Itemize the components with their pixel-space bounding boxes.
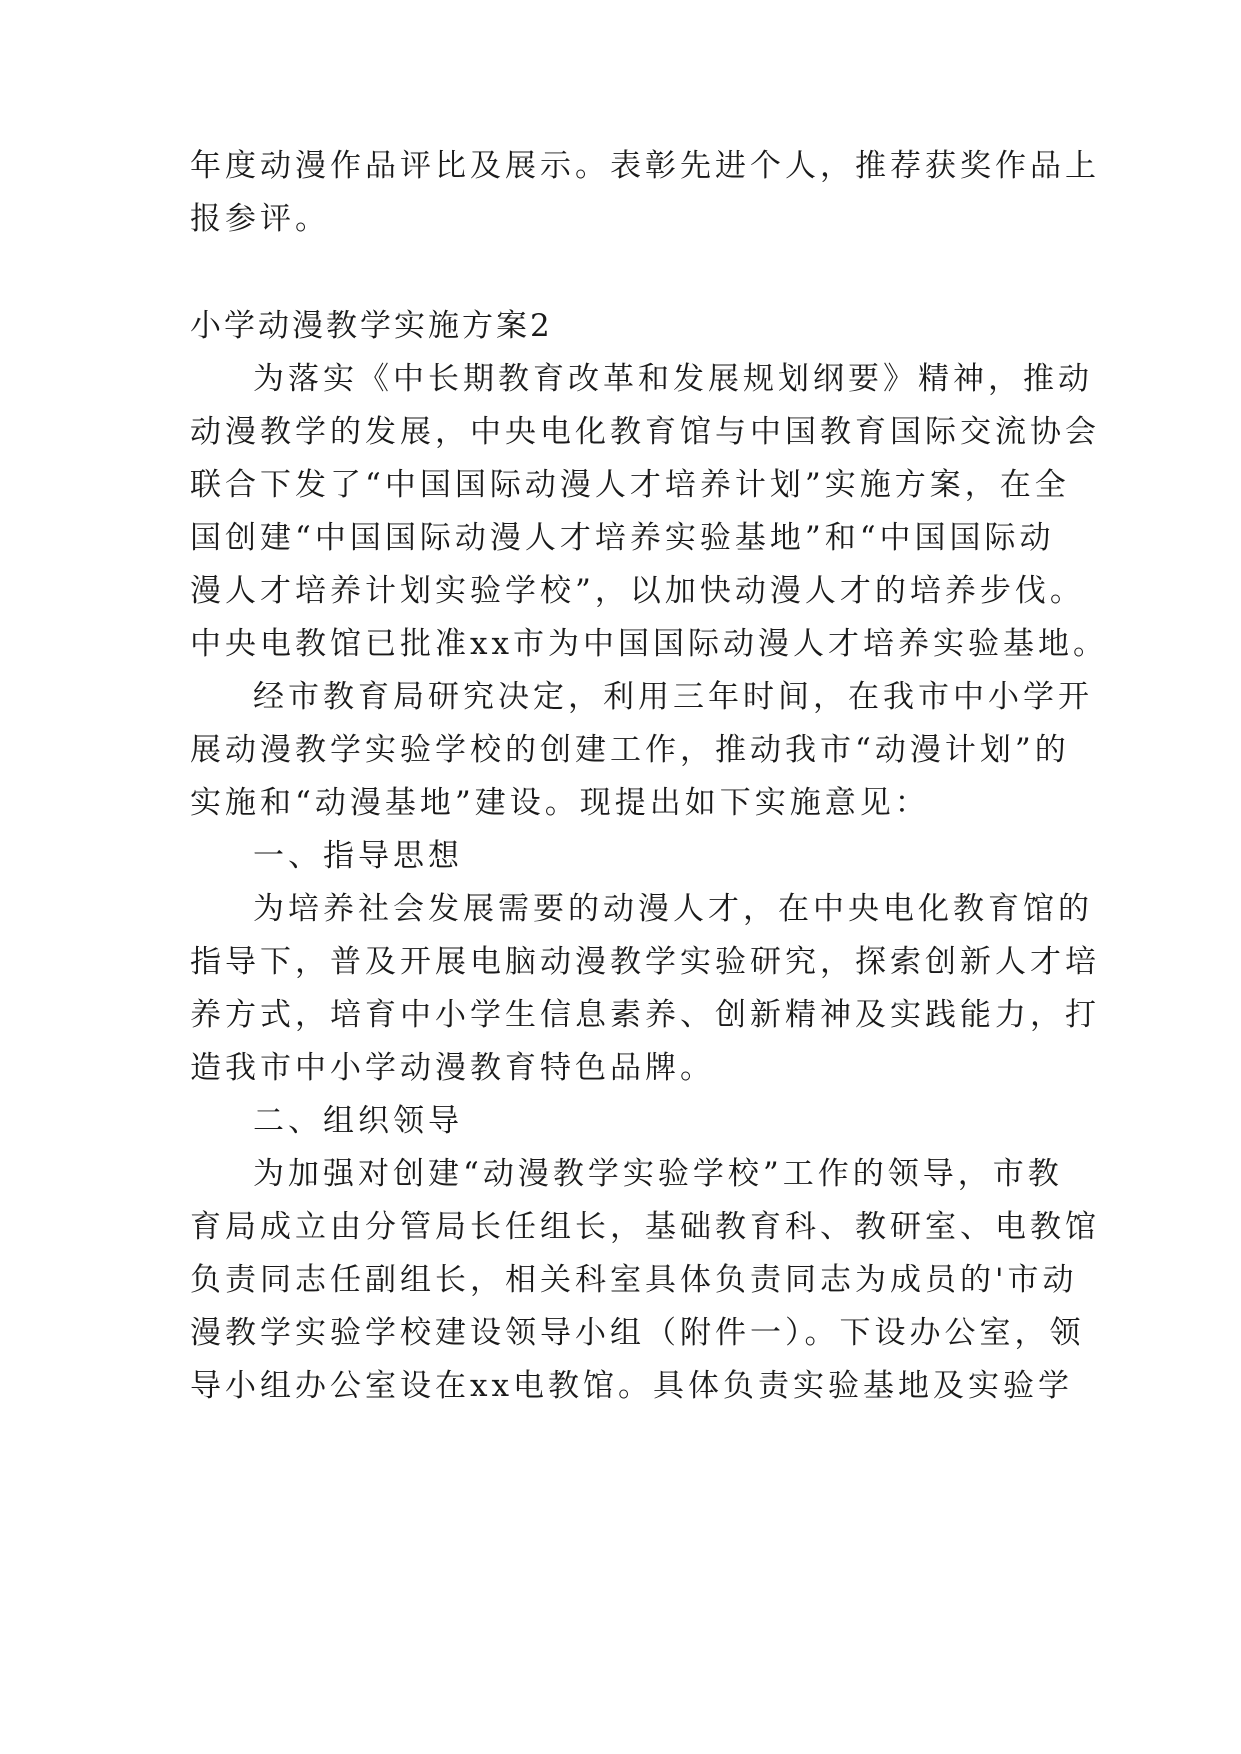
- body-text-line: 年度动漫作品评比及展示。表彰先进个人，推荐获奖作品上: [190, 148, 1100, 184]
- body-text-line: 造我市中小学动漫教育特色品牌。: [190, 1050, 715, 1086]
- body-text-line: 漫人才培养计划实验学校”，以加快动漫人才的培养步伐。: [190, 573, 1085, 609]
- body-text-line: 中央电教馆已批准xx市为中国国际动漫人才培养实验基地。: [190, 626, 1108, 662]
- body-text-line: 为落实《中长期教育改革和发展规划纲要》精神，推动: [253, 361, 1093, 397]
- body-text-line: 负责同志任副组长，相关科室具体负责同志为成员的'市动: [190, 1262, 1078, 1298]
- body-text-line: 联合下发了“中国国际动漫人才培养计划”实施方案，在全: [190, 467, 1070, 503]
- body-text-line: 为培养社会发展需要的动漫人才，在中央电化教育馆的: [253, 891, 1093, 927]
- section-title: 小学动漫教学实施方案2: [190, 308, 553, 344]
- body-text-line: 为加强对创建“动漫教学实验学校”工作的领导，市教: [253, 1156, 1063, 1192]
- body-text-line: 育局成立由分管局长任组长，基础教育科、教研室、电教馆: [190, 1209, 1100, 1245]
- body-text-line: 实施和“动漫基地”建设。现提出如下实施意见：: [190, 785, 930, 821]
- section-heading: 一、指导思想: [253, 838, 463, 874]
- body-text-line: 经市教育局研究决定，利用三年时间，在我市中小学开: [253, 679, 1093, 715]
- section-heading: 二、组织领导: [253, 1103, 463, 1139]
- body-text-line: 动漫教学的发展，中央电化教育馆与中国教育国际交流协会: [190, 414, 1100, 450]
- body-text-line: 养方式，培育中小学生信息素养、创新精神及实践能力，打: [190, 997, 1100, 1033]
- body-text-line: 漫教学实验学校建设领导小组（附件一）。下设办公室，领: [190, 1315, 1085, 1351]
- body-text-line: 指导下，普及开展电脑动漫教学实验研究，探索创新人才培: [190, 944, 1100, 980]
- body-text-line: 国创建“中国国际动漫人才培养实验基地”和“中国国际动: [190, 520, 1055, 556]
- body-text-line: 报参评。: [190, 201, 330, 237]
- body-text-line: 导小组办公室设在xx电教馆。具体负责实验基地及实验学: [190, 1368, 1073, 1404]
- body-text-line: 展动漫教学实验学校的创建工作，推动我市“动漫计划”的: [190, 732, 1070, 768]
